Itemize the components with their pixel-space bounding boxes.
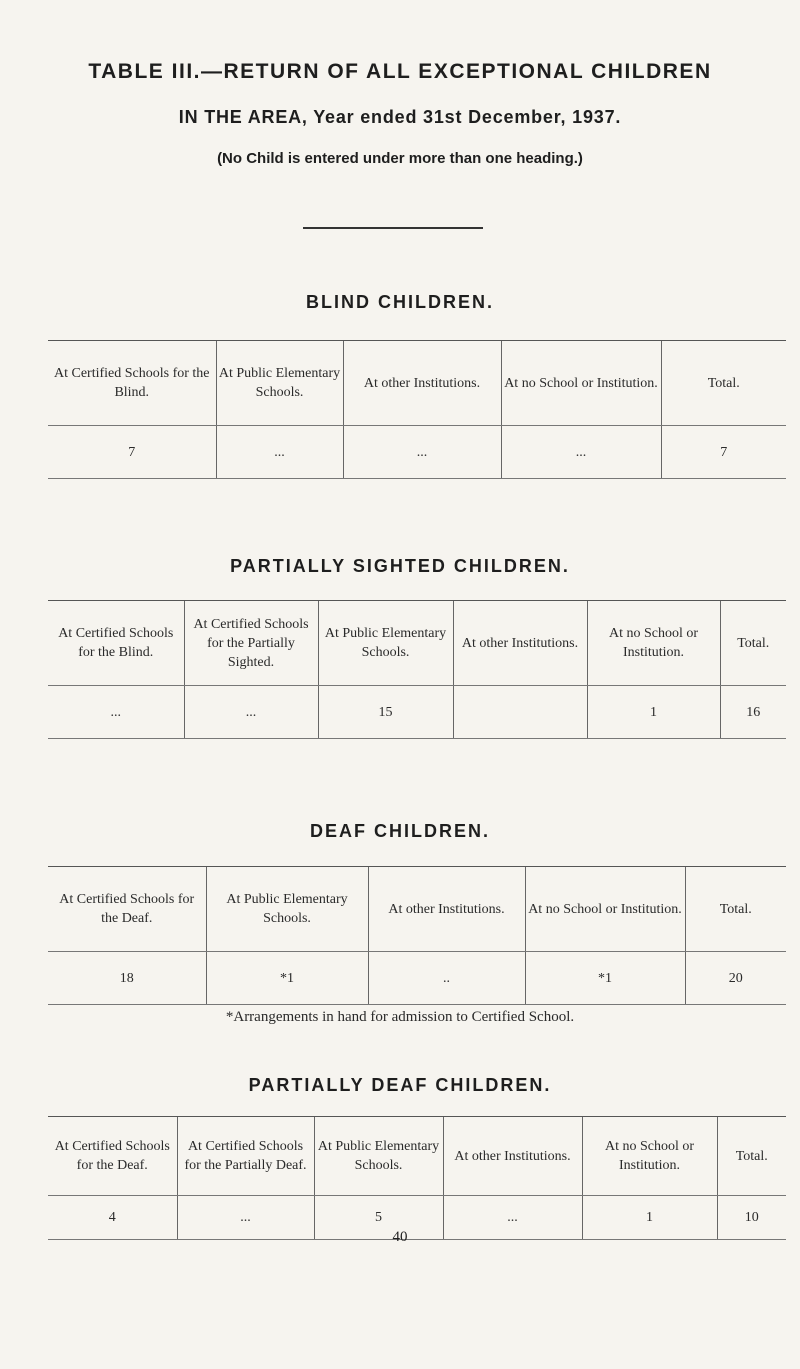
blind-heading: BLIND CHILDREN. (306, 292, 494, 312)
value-cell: *1 (206, 952, 368, 1005)
header-cell: At no School or Institution. (501, 341, 661, 426)
header-cell: At no School or Institution. (587, 601, 720, 686)
header-cell: At Public Elementary Schools. (318, 601, 453, 686)
value-cell: .. (368, 952, 525, 1005)
header-cell: At Public Elementary Schools. (314, 1117, 443, 1196)
partially-sighted-heading: PARTIALLY SIGHTED CHILDREN. (230, 556, 570, 576)
value-cell: ... (48, 686, 184, 739)
value-cell: 1 (582, 1196, 717, 1240)
page-number: 40 (392, 1229, 408, 1245)
value-cell: 15 (318, 686, 453, 739)
header-cell: At Certified Schools for the Partially Deaf. (177, 1117, 314, 1196)
header-cell: At Public Elementary Schools. (216, 341, 343, 426)
header-cell: At no School or Institution. (582, 1117, 717, 1196)
header-cell: At other Institutions. (343, 341, 501, 426)
header-cell: At other Institutions. (453, 601, 587, 686)
header-cell: At Certified Schools for the Blind. (48, 601, 184, 686)
header-cell: At no School or Institution. (525, 867, 685, 952)
header-cell: At Certified Schools for the Partially Sighted. (184, 601, 318, 686)
header-cell: At Certified Schools for the Deaf. (48, 1117, 177, 1196)
value-cell: 1 (587, 686, 720, 739)
header-cell: Total. (720, 601, 786, 686)
value-cell: 4 (48, 1196, 177, 1240)
value-cell: ... (184, 686, 318, 739)
value-cell: 18 (48, 952, 206, 1005)
table-subtitle: IN THE AREA, Year ended 31st December, 1937. (178, 107, 622, 127)
value-cell: 16 (720, 686, 786, 739)
deaf-table (48, 866, 786, 1005)
header-cell: At Certified Schools for the Blind. (48, 341, 216, 426)
header-cell: At Public Elementary Schools. (206, 867, 368, 952)
header-cell: Total. (661, 341, 786, 426)
value-cell: 5 (314, 1196, 443, 1240)
header-cell: At other Institutions. (368, 867, 525, 952)
value-cell: ... (216, 426, 343, 479)
header-cell: At other Institutions. (443, 1117, 582, 1196)
partially-deaf-table (48, 1116, 786, 1240)
value-cell: 10 (717, 1196, 786, 1240)
value-cell: ... (501, 426, 661, 479)
deaf-heading: DEAF CHILDREN. (310, 821, 490, 841)
value-cell: ... (343, 426, 501, 479)
table-title: TABLE III.—RETURN OF ALL EXCEPTIONAL CHILDREN (88, 60, 712, 83)
partially-sighted-table (48, 600, 786, 739)
blind-table (48, 340, 786, 479)
value-cell: ... (177, 1196, 314, 1240)
partially-deaf-heading: PARTIALLY DEAF CHILDREN. (248, 1075, 552, 1095)
header-cell: Total. (717, 1117, 786, 1196)
divider (303, 227, 483, 229)
value-cell: 7 (48, 426, 216, 479)
value-cell: 7 (661, 426, 786, 479)
value-cell: ... (443, 1196, 582, 1240)
value-cell: 20 (685, 952, 786, 1005)
value-cell: *1 (525, 952, 685, 1005)
header-cell: Total. (685, 867, 786, 952)
value-cell (453, 686, 587, 739)
deaf-footnote: *Arrangements in hand for admission to Certified School. (225, 1009, 575, 1025)
table-note: (No Child is entered under more than one heading.) (217, 150, 583, 167)
header-cell: At Certified Schools for the Deaf. (48, 867, 206, 952)
